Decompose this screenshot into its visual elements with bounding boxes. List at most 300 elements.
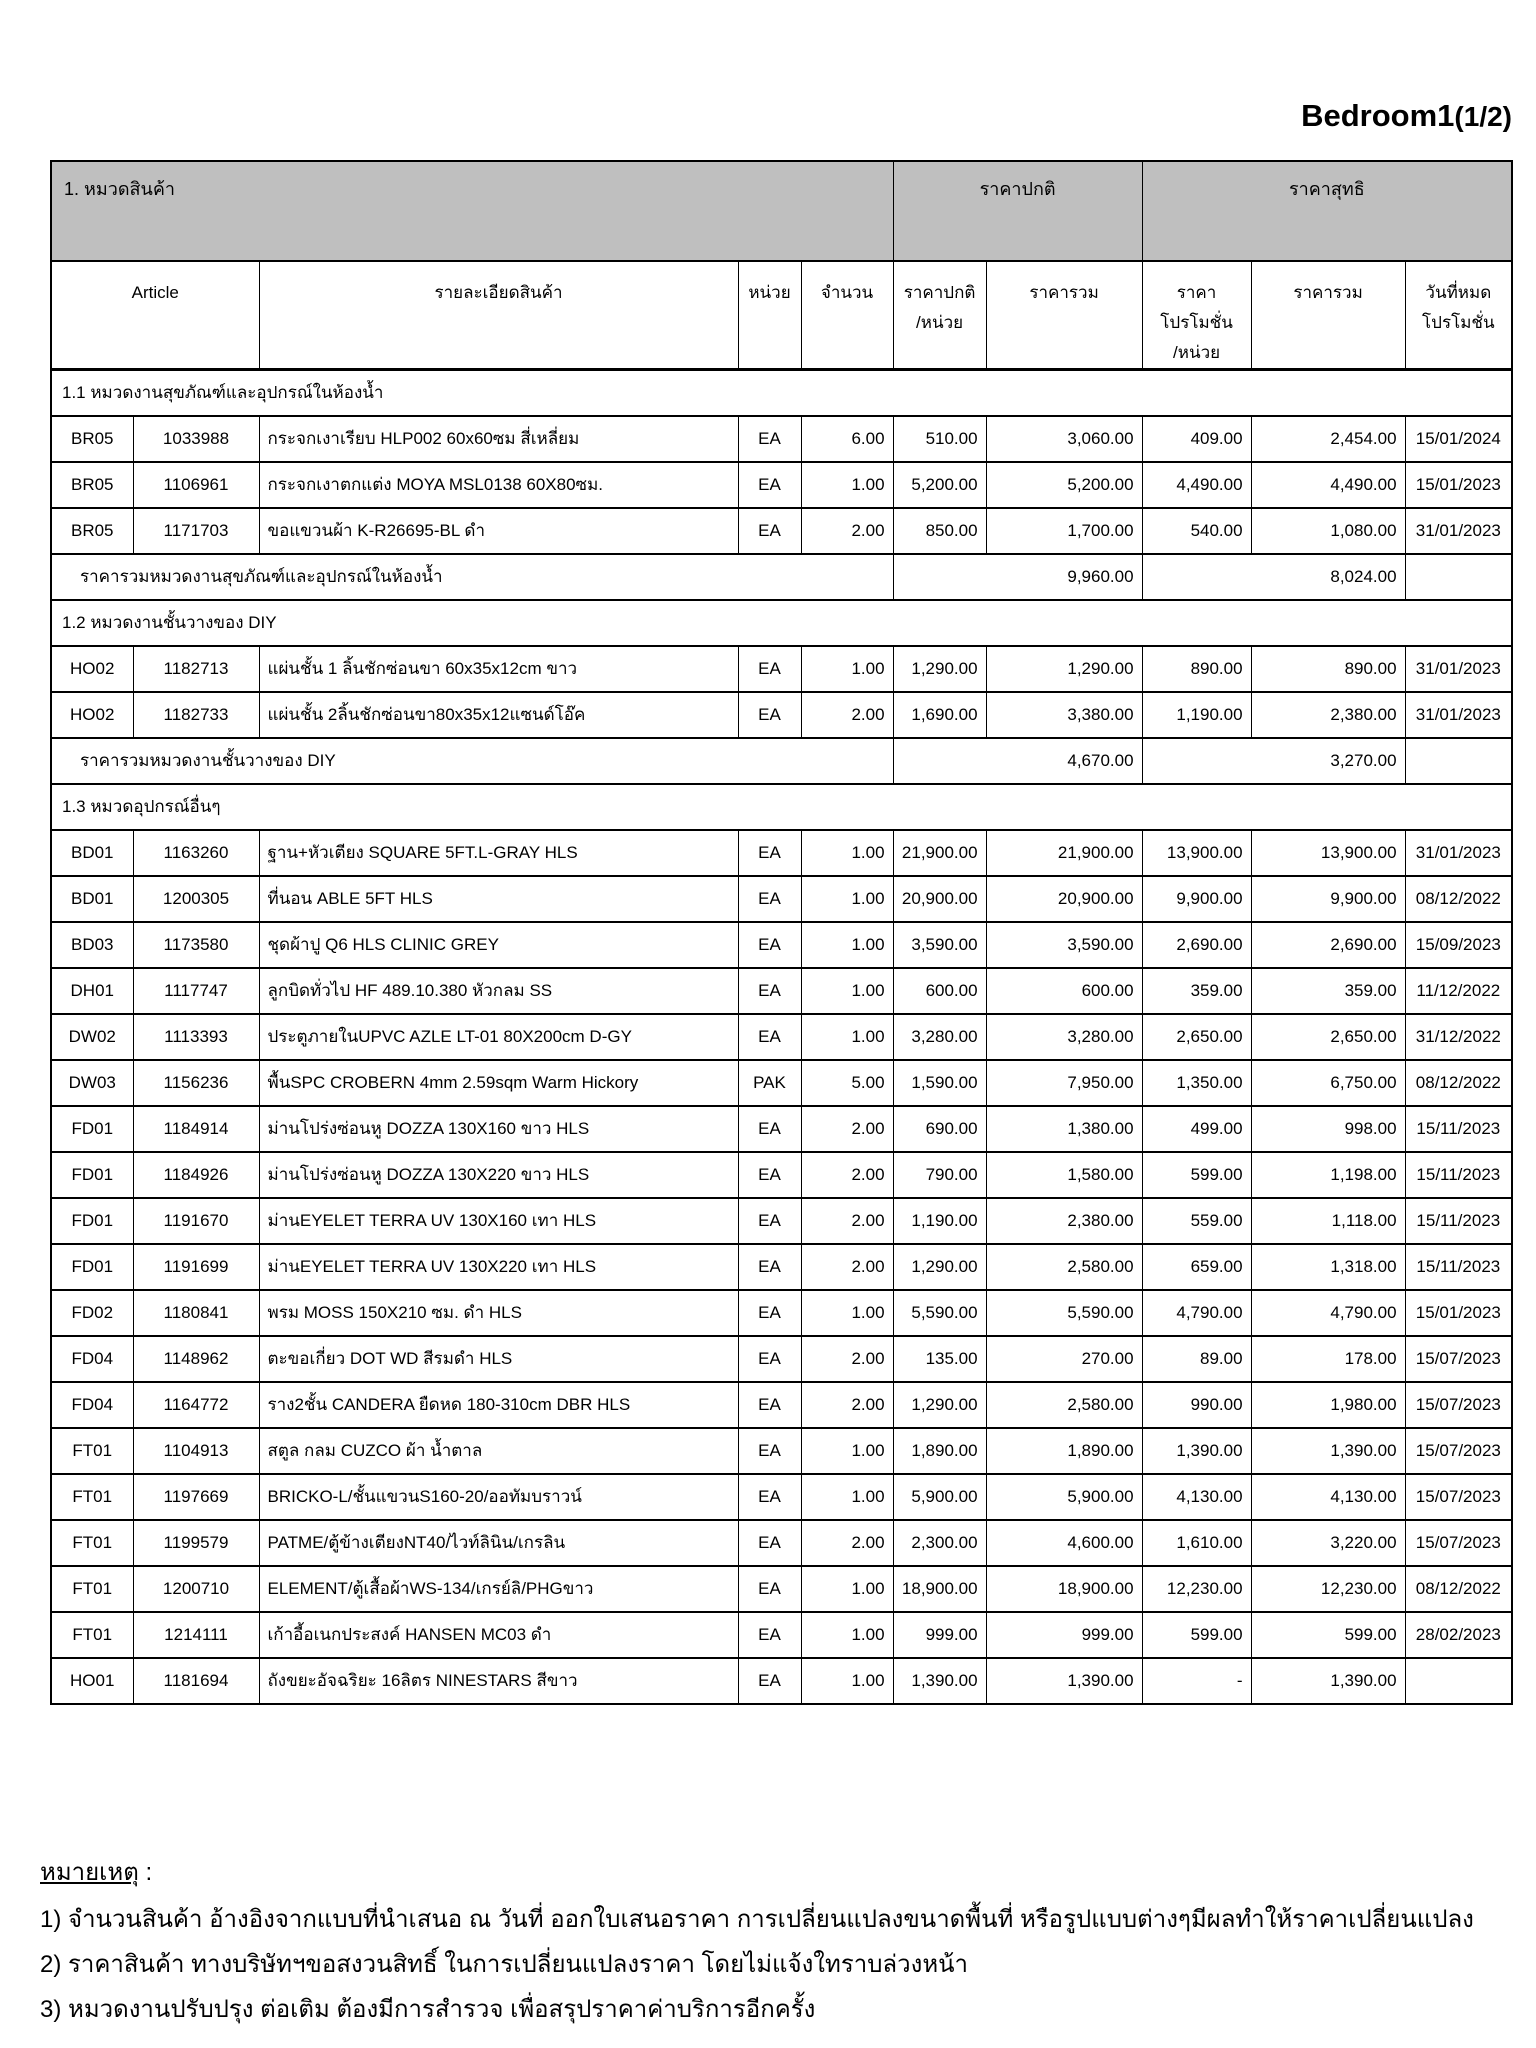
item-article-cell: 1148962 xyxy=(133,1336,259,1382)
item-unit-cell: EA xyxy=(738,416,801,462)
note-line-1: 1) จำนวนสินค้า อ้างอิงจากแบบที่นำเสนอ ณ วันที่ ออกใบเสนอราคา การเปลี่ยนแปลงขนาดพื้นที่ หรือรูปแบบต่างๆมีผลทำให้ราคาเปลี่ยนแปลง xyxy=(40,1906,1474,1933)
item-promo-end-cell: 28/02/2023 xyxy=(1405,1612,1512,1658)
item-promo-unit-price-cell: 359.00 xyxy=(1142,968,1251,1014)
item-code-cell: HO01 xyxy=(51,1658,133,1704)
item-description-cell: แผ่นชั้น 2ลิ้นชักซ่อนขา80x35x12แซนด์โอ๊ค xyxy=(259,692,738,738)
item-promo-total-cell: 1,980.00 xyxy=(1251,1382,1405,1428)
item-promo-unit-price-cell: 890.00 xyxy=(1142,646,1251,692)
item-total-cell: 3,060.00 xyxy=(986,416,1142,462)
summary-row xyxy=(51,554,1512,600)
item-unit-price-cell: 1,290.00 xyxy=(893,646,986,692)
item-promo-unit-price-cell: 12,230.00 xyxy=(1142,1566,1251,1612)
note-line-3: 3) หมวดงานปรับปรุง ต่อเติม ต้องมีการสำรวจ เพื่อสรุปราคาค่าบริการอีกครั้ง xyxy=(40,1996,816,2023)
band-normal-price: ราคาปกติ xyxy=(893,161,1142,261)
item-code-cell: FT01 xyxy=(51,1520,133,1566)
item-code-cell: BR05 xyxy=(51,416,133,462)
item-total-cell: 3,280.00 xyxy=(986,1014,1142,1060)
item-promo-total-cell: 13,900.00 xyxy=(1251,830,1405,876)
item-unit-price-cell: 1,290.00 xyxy=(893,1244,986,1290)
item-row xyxy=(51,830,1512,876)
item-total-cell: 1,390.00 xyxy=(986,1658,1142,1704)
band-net-price: ราคาสุทธิ xyxy=(1142,161,1512,261)
item-promo-total-cell: 1,118.00 xyxy=(1251,1198,1405,1244)
item-description-cell: ม่านโปร่งซ่อนหู DOZZA 130X220 ขาว HLS xyxy=(259,1152,738,1198)
item-promo-end-cell: 08/12/2022 xyxy=(1405,876,1512,922)
item-row xyxy=(51,1014,1512,1060)
item-unit-cell: EA xyxy=(738,968,801,1014)
item-qty-cell: 5.00 xyxy=(801,1060,893,1106)
item-description-cell: ถังขยะอัจฉริยะ 16ลิตร NINESTARS สีขาว xyxy=(259,1658,738,1704)
item-article-cell: 1191699 xyxy=(133,1244,259,1290)
item-article-cell: 1191670 xyxy=(133,1198,259,1244)
notes-heading: หมายเหตุ : xyxy=(40,1859,153,1886)
item-row xyxy=(51,1520,1512,1566)
item-qty-cell: 2.00 xyxy=(801,692,893,738)
item-row xyxy=(51,1244,1512,1290)
item-description-cell: แผ่นชั้น 1 ลิ้นชักซ่อนขา 60x35x12cm ขาว xyxy=(259,646,738,692)
item-description-cell: BRICKO-L/ชั้นแขวนS160-20/ออทัมบราวน์ xyxy=(259,1474,738,1520)
item-description-cell: ลูกบิดทั่วไป HF 489.10.380 หัวกลม SS xyxy=(259,968,738,1014)
summary-total: 4,670.00 xyxy=(893,738,1142,784)
item-promo-unit-price-cell: 540.00 xyxy=(1142,508,1251,554)
item-description-cell: ที่นอน ABLE 5FT HLS xyxy=(259,876,738,922)
item-qty-cell: 1.00 xyxy=(801,1428,893,1474)
item-code-cell: BR05 xyxy=(51,462,133,508)
item-qty-cell: 1.00 xyxy=(801,462,893,508)
item-promo-unit-price-cell: 89.00 xyxy=(1142,1336,1251,1382)
quote-table-body xyxy=(51,161,1512,1704)
item-promo-end-cell: 31/01/2023 xyxy=(1405,646,1512,692)
item-row xyxy=(51,1060,1512,1106)
item-promo-unit-price-cell: 599.00 xyxy=(1142,1152,1251,1198)
item-promo-unit-price-cell: 1,390.00 xyxy=(1142,1428,1251,1474)
item-unit-cell: EA xyxy=(738,876,801,922)
item-code-cell: FT01 xyxy=(51,1612,133,1658)
item-promo-end-cell: 31/01/2023 xyxy=(1405,830,1512,876)
item-promo-total-cell: 6,750.00 xyxy=(1251,1060,1405,1106)
summary-row xyxy=(51,738,1512,784)
item-unit-cell: EA xyxy=(738,830,801,876)
item-unit-price-cell: 999.00 xyxy=(893,1612,986,1658)
item-promo-total-cell: 178.00 xyxy=(1251,1336,1405,1382)
item-article-cell: 1184926 xyxy=(133,1152,259,1198)
item-code-cell: FD01 xyxy=(51,1198,133,1244)
item-unit-price-cell: 18,900.00 xyxy=(893,1566,986,1612)
item-code-cell: DW02 xyxy=(51,1014,133,1060)
summary-promo-end-empty xyxy=(1405,738,1512,784)
page-title xyxy=(1301,98,1512,134)
item-qty-cell: 2.00 xyxy=(801,1152,893,1198)
item-unit-cell: PAK xyxy=(738,1060,801,1106)
item-unit-cell: EA xyxy=(738,1106,801,1152)
item-promo-unit-price-cell: 2,650.00 xyxy=(1142,1014,1251,1060)
item-row xyxy=(51,1428,1512,1474)
item-unit-price-cell: 5,590.00 xyxy=(893,1290,986,1336)
item-unit-price-cell: 790.00 xyxy=(893,1152,986,1198)
item-qty-cell: 1.00 xyxy=(801,1290,893,1336)
item-total-cell: 18,900.00 xyxy=(986,1566,1142,1612)
item-code-cell: HO02 xyxy=(51,646,133,692)
item-qty-cell: 2.00 xyxy=(801,508,893,554)
item-promo-total-cell: 599.00 xyxy=(1251,1612,1405,1658)
item-article-cell: 1033988 xyxy=(133,416,259,462)
item-total-cell: 5,200.00 xyxy=(986,462,1142,508)
item-unit-cell: EA xyxy=(738,1566,801,1612)
item-article-cell: 1181694 xyxy=(133,1658,259,1704)
item-unit-price-cell: 3,280.00 xyxy=(893,1014,986,1060)
item-promo-unit-price-cell: 1,610.00 xyxy=(1142,1520,1251,1566)
item-row xyxy=(51,1474,1512,1520)
item-qty-cell: 2.00 xyxy=(801,1106,893,1152)
item-qty-cell: 6.00 xyxy=(801,416,893,462)
item-unit-cell: EA xyxy=(738,1290,801,1336)
item-promo-unit-price-cell: 4,790.00 xyxy=(1142,1290,1251,1336)
item-promo-end-cell: 31/01/2023 xyxy=(1405,692,1512,738)
col-header-unit-price: ราคาปกติ /หน่วย xyxy=(893,261,986,370)
item-promo-end-cell: 15/07/2023 xyxy=(1405,1520,1512,1566)
item-total-cell: 1,380.00 xyxy=(986,1106,1142,1152)
item-unit-price-cell: 600.00 xyxy=(893,968,986,1014)
item-unit-price-cell: 850.00 xyxy=(893,508,986,554)
item-row xyxy=(51,1290,1512,1336)
item-qty-cell: 1.00 xyxy=(801,1612,893,1658)
item-description-cell: ม่านEYELET TERRA UV 130X160 เทา HLS xyxy=(259,1198,738,1244)
item-promo-end-cell: 15/07/2023 xyxy=(1405,1336,1512,1382)
item-promo-unit-price-cell: 499.00 xyxy=(1142,1106,1251,1152)
item-code-cell: BD01 xyxy=(51,830,133,876)
item-code-cell: FD01 xyxy=(51,1244,133,1290)
item-unit-price-cell: 1,190.00 xyxy=(893,1198,986,1244)
item-promo-end-cell: 11/12/2022 xyxy=(1405,968,1512,1014)
item-row xyxy=(51,1152,1512,1198)
section-header-label: 1.2 หมวดงานชั้นวางของ DIY xyxy=(51,600,1512,646)
item-qty-cell: 1.00 xyxy=(801,1566,893,1612)
summary-net-total: 3,270.00 xyxy=(1142,738,1405,784)
item-article-cell: 1214111 xyxy=(133,1612,259,1658)
item-unit-price-cell: 1,690.00 xyxy=(893,692,986,738)
item-row xyxy=(51,1382,1512,1428)
item-total-cell: 1,290.00 xyxy=(986,646,1142,692)
item-promo-total-cell: 2,690.00 xyxy=(1251,922,1405,968)
item-unit-price-cell: 135.00 xyxy=(893,1336,986,1382)
item-code-cell: FD04 xyxy=(51,1382,133,1428)
note-line-2: 2) ราคาสินค้า ทางบริษัทฯขอสงวนสิทธิ์ ในการเปลี่ยนแปลงราคา โดยไม่แจ้งใทราบล่วงหน้า xyxy=(40,1951,969,1978)
item-qty-cell: 1.00 xyxy=(801,876,893,922)
item-promo-end-cell: 15/01/2024 xyxy=(1405,416,1512,462)
item-description-cell: สตูล กลม CUZCO ผ้า น้ำตาล xyxy=(259,1428,738,1474)
item-row xyxy=(51,1658,1512,1704)
item-description-cell: ฐาน+หัวเตียง SQUARE 5FT.L-GRAY HLS xyxy=(259,830,738,876)
summary-label: ราคารวมหมวดงานสุขภัณฑ์และอุปกรณ์ในห้องน้ำ xyxy=(51,554,893,600)
item-qty-cell: 2.00 xyxy=(801,1382,893,1428)
item-description-cell: พรม MOSS 150X210 ซม. ดำ HLS xyxy=(259,1290,738,1336)
item-promo-unit-price-cell: 559.00 xyxy=(1142,1198,1251,1244)
band-row xyxy=(51,161,1512,261)
item-promo-total-cell: 2,650.00 xyxy=(1251,1014,1405,1060)
item-code-cell: DH01 xyxy=(51,968,133,1014)
item-code-cell: FT01 xyxy=(51,1566,133,1612)
item-promo-unit-price-cell: 4,130.00 xyxy=(1142,1474,1251,1520)
item-promo-total-cell: 12,230.00 xyxy=(1251,1566,1405,1612)
item-promo-end-cell: 15/11/2023 xyxy=(1405,1198,1512,1244)
item-promo-end-cell: 15/07/2023 xyxy=(1405,1474,1512,1520)
item-row xyxy=(51,692,1512,738)
item-code-cell: BR05 xyxy=(51,508,133,554)
item-row xyxy=(51,462,1512,508)
item-row xyxy=(51,922,1512,968)
item-total-cell: 999.00 xyxy=(986,1612,1142,1658)
item-total-cell: 600.00 xyxy=(986,968,1142,1014)
item-promo-total-cell: 1,198.00 xyxy=(1251,1152,1405,1198)
band-product-category: 1. หมวดสินค้า xyxy=(51,161,893,261)
item-unit-cell: EA xyxy=(738,922,801,968)
item-total-cell: 5,590.00 xyxy=(986,1290,1142,1336)
item-total-cell: 5,900.00 xyxy=(986,1474,1142,1520)
section-header-row xyxy=(51,370,1512,416)
item-promo-total-cell: 3,220.00 xyxy=(1251,1520,1405,1566)
item-promo-total-cell: 359.00 xyxy=(1251,968,1405,1014)
item-unit-cell: EA xyxy=(738,1520,801,1566)
page-title-page-number: (1/2) xyxy=(1454,101,1512,132)
item-unit-price-cell: 5,900.00 xyxy=(893,1474,986,1520)
item-article-cell: 1182733 xyxy=(133,692,259,738)
item-description-cell: PATME/ตู้ข้างเตียงNT40/ไวท์ลินิน/เกรลิน xyxy=(259,1520,738,1566)
item-article-cell: 1171703 xyxy=(133,508,259,554)
summary-label: ราคารวมหมวดงานชั้นวางของ DIY xyxy=(51,738,893,784)
item-qty-cell: 1.00 xyxy=(801,1658,893,1704)
item-unit-cell: EA xyxy=(738,1382,801,1428)
summary-total: 9,960.00 xyxy=(893,554,1142,600)
item-description-cell: ตะขอเกี่ยว DOT WD สีรมดำ HLS xyxy=(259,1336,738,1382)
item-code-cell: FD02 xyxy=(51,1290,133,1336)
item-article-cell: 1184914 xyxy=(133,1106,259,1152)
item-unit-cell: EA xyxy=(738,1198,801,1244)
item-promo-total-cell: 998.00 xyxy=(1251,1106,1405,1152)
item-promo-end-cell: 15/09/2023 xyxy=(1405,922,1512,968)
item-article-cell: 1199579 xyxy=(133,1520,259,1566)
item-article-cell: 1104913 xyxy=(133,1428,259,1474)
item-unit-price-cell: 1,290.00 xyxy=(893,1382,986,1428)
item-total-cell: 1,580.00 xyxy=(986,1152,1142,1198)
item-unit-cell: EA xyxy=(738,1336,801,1382)
item-code-cell: FD01 xyxy=(51,1106,133,1152)
summary-net-total: 8,024.00 xyxy=(1142,554,1405,600)
item-code-cell: FD01 xyxy=(51,1152,133,1198)
item-promo-total-cell: 1,318.00 xyxy=(1251,1244,1405,1290)
item-unit-price-cell: 5,200.00 xyxy=(893,462,986,508)
item-article-cell: 1180841 xyxy=(133,1290,259,1336)
notes-section xyxy=(40,1850,1506,2032)
item-unit-cell: EA xyxy=(738,1428,801,1474)
item-description-cell: เก้าอี้อเนกประสงค์ HANSEN MC03 ดำ xyxy=(259,1612,738,1658)
col-header-description: รายละเอียดสินค้า xyxy=(259,261,738,370)
col-header-unit: หน่วย xyxy=(738,261,801,370)
item-promo-end-cell: 15/07/2023 xyxy=(1405,1382,1512,1428)
item-code-cell: DW03 xyxy=(51,1060,133,1106)
item-qty-cell: 1.00 xyxy=(801,1474,893,1520)
item-promo-end-cell: 31/12/2022 xyxy=(1405,1014,1512,1060)
item-article-cell: 1117747 xyxy=(133,968,259,1014)
col-header-total: ราคารวม xyxy=(986,261,1142,370)
item-article-cell: 1113393 xyxy=(133,1014,259,1060)
item-total-cell: 1,700.00 xyxy=(986,508,1142,554)
item-promo-unit-price-cell: 990.00 xyxy=(1142,1382,1251,1428)
item-description-cell: กระจกเงาตกแต่ง MOYA MSL0138 60X80ซม. xyxy=(259,462,738,508)
item-promo-total-cell: 1,390.00 xyxy=(1251,1658,1405,1704)
item-row xyxy=(51,968,1512,1014)
item-row xyxy=(51,416,1512,462)
item-row xyxy=(51,646,1512,692)
item-code-cell: FT01 xyxy=(51,1428,133,1474)
item-promo-end-cell: 08/12/2022 xyxy=(1405,1060,1512,1106)
item-unit-price-cell: 21,900.00 xyxy=(893,830,986,876)
item-unit-price-cell: 510.00 xyxy=(893,416,986,462)
item-promo-end-cell: 15/01/2023 xyxy=(1405,1290,1512,1336)
item-qty-cell: 1.00 xyxy=(801,968,893,1014)
item-total-cell: 1,890.00 xyxy=(986,1428,1142,1474)
summary-promo-end-empty xyxy=(1405,554,1512,600)
item-qty-cell: 1.00 xyxy=(801,830,893,876)
item-code-cell: FD04 xyxy=(51,1336,133,1382)
item-code-cell: BD01 xyxy=(51,876,133,922)
item-description-cell: ม่านEYELET TERRA UV 130X220 เทา HLS xyxy=(259,1244,738,1290)
item-article-cell: 1164772 xyxy=(133,1382,259,1428)
item-promo-total-cell: 2,454.00 xyxy=(1251,416,1405,462)
item-row xyxy=(51,508,1512,554)
item-unit-cell: EA xyxy=(738,508,801,554)
item-unit-price-cell: 2,300.00 xyxy=(893,1520,986,1566)
item-promo-total-cell: 4,490.00 xyxy=(1251,462,1405,508)
item-row xyxy=(51,1106,1512,1152)
item-unit-cell: EA xyxy=(738,1658,801,1704)
item-description-cell: ELEMENT/ตู้เสื้อผ้าWS-134/เกรย์ลิ/PHGขาว xyxy=(259,1566,738,1612)
item-total-cell: 20,900.00 xyxy=(986,876,1142,922)
item-promo-unit-price-cell: 1,190.00 xyxy=(1142,692,1251,738)
item-description-cell: ม่านโปร่งซ่อนหู DOZZA 130X160 ขาว HLS xyxy=(259,1106,738,1152)
item-total-cell: 2,380.00 xyxy=(986,1198,1142,1244)
section-header-row xyxy=(51,784,1512,830)
col-header-qty: จำนวน xyxy=(801,261,893,370)
item-promo-unit-price-cell: 2,690.00 xyxy=(1142,922,1251,968)
item-unit-cell: EA xyxy=(738,692,801,738)
item-qty-cell: 1.00 xyxy=(801,922,893,968)
item-description-cell: ขอแขวนผ้า K-R26695-BL ดำ xyxy=(259,508,738,554)
item-unit-cell: EA xyxy=(738,462,801,508)
page-title-text: Bedroom1 xyxy=(1301,98,1455,133)
item-promo-end-cell: 31/01/2023 xyxy=(1405,508,1512,554)
item-code-cell: FT01 xyxy=(51,1474,133,1520)
quote-table xyxy=(50,160,1513,1705)
item-unit-price-cell: 1,590.00 xyxy=(893,1060,986,1106)
item-promo-unit-price-cell: 9,900.00 xyxy=(1142,876,1251,922)
item-description-cell: ประตูภายในUPVC AZLE LT-01 80X200cm D-GY xyxy=(259,1014,738,1060)
item-unit-cell: EA xyxy=(738,1014,801,1060)
item-promo-unit-price-cell: 599.00 xyxy=(1142,1612,1251,1658)
item-unit-price-cell: 690.00 xyxy=(893,1106,986,1152)
item-unit-cell: EA xyxy=(738,1152,801,1198)
item-qty-cell: 2.00 xyxy=(801,1520,893,1566)
item-article-cell: 1156236 xyxy=(133,1060,259,1106)
item-promo-total-cell: 1,080.00 xyxy=(1251,508,1405,554)
item-description-cell: ราง2ชั้น CANDERA ยืดหด 180-310cm DBR HLS xyxy=(259,1382,738,1428)
item-total-cell: 3,380.00 xyxy=(986,692,1142,738)
item-code-cell: BD03 xyxy=(51,922,133,968)
item-promo-unit-price-cell: 13,900.00 xyxy=(1142,830,1251,876)
item-total-cell: 270.00 xyxy=(986,1336,1142,1382)
item-article-cell: 1197669 xyxy=(133,1474,259,1520)
item-row xyxy=(51,1198,1512,1244)
item-row xyxy=(51,876,1512,922)
item-code-cell: HO02 xyxy=(51,692,133,738)
section-header-row xyxy=(51,600,1512,646)
item-row xyxy=(51,1612,1512,1658)
item-promo-total-cell: 890.00 xyxy=(1251,646,1405,692)
item-row xyxy=(51,1566,1512,1612)
item-article-cell: 1200305 xyxy=(133,876,259,922)
section-header-label: 1.1 หมวดงานสุขภัณฑ์และอุปกรณ์ในห้องน้ำ xyxy=(51,370,1512,416)
item-qty-cell: 1.00 xyxy=(801,646,893,692)
item-total-cell: 2,580.00 xyxy=(986,1244,1142,1290)
item-promo-unit-price-cell: 4,490.00 xyxy=(1142,462,1251,508)
item-unit-cell: EA xyxy=(738,1244,801,1290)
item-promo-total-cell: 4,790.00 xyxy=(1251,1290,1405,1336)
item-article-cell: 1173580 xyxy=(133,922,259,968)
item-description-cell: พื้นSPC CROBERN 4mm 2.59sqm Warm Hickory xyxy=(259,1060,738,1106)
item-total-cell: 2,580.00 xyxy=(986,1382,1142,1428)
item-promo-end-cell: 08/12/2022 xyxy=(1405,1566,1512,1612)
item-promo-unit-price-cell: - xyxy=(1142,1658,1251,1704)
item-promo-unit-price-cell: 409.00 xyxy=(1142,416,1251,462)
item-promo-end-cell: 15/11/2023 xyxy=(1405,1106,1512,1152)
item-promo-unit-price-cell: 659.00 xyxy=(1142,1244,1251,1290)
col-header-promo-unit-price: ราคา โปรโมชั่น /หน่วย xyxy=(1142,261,1251,370)
item-article-cell: 1163260 xyxy=(133,830,259,876)
column-header-row xyxy=(51,261,1512,370)
item-total-cell: 7,950.00 xyxy=(986,1060,1142,1106)
item-unit-price-cell: 1,390.00 xyxy=(893,1658,986,1704)
item-row xyxy=(51,1336,1512,1382)
item-article-cell: 1182713 xyxy=(133,646,259,692)
item-total-cell: 3,590.00 xyxy=(986,922,1142,968)
item-promo-end-cell: 15/11/2023 xyxy=(1405,1152,1512,1198)
col-header-article: Article xyxy=(51,261,259,370)
item-article-cell: 1200710 xyxy=(133,1566,259,1612)
item-qty-cell: 1.00 xyxy=(801,1014,893,1060)
item-total-cell: 21,900.00 xyxy=(986,830,1142,876)
item-promo-total-cell: 9,900.00 xyxy=(1251,876,1405,922)
item-article-cell: 1106961 xyxy=(133,462,259,508)
item-description-cell: กระจกเงาเรียบ HLP002 60x60ซม สี่เหลี่ยม xyxy=(259,416,738,462)
item-promo-total-cell: 2,380.00 xyxy=(1251,692,1405,738)
item-description-cell: ชุดผ้าปู Q6 HLS CLINIC GREY xyxy=(259,922,738,968)
item-unit-cell: EA xyxy=(738,646,801,692)
item-qty-cell: 2.00 xyxy=(801,1244,893,1290)
item-unit-price-cell: 1,890.00 xyxy=(893,1428,986,1474)
item-qty-cell: 2.00 xyxy=(801,1198,893,1244)
item-promo-unit-price-cell: 1,350.00 xyxy=(1142,1060,1251,1106)
item-promo-total-cell: 1,390.00 xyxy=(1251,1428,1405,1474)
item-total-cell: 4,600.00 xyxy=(986,1520,1142,1566)
item-promo-end-cell: 15/01/2023 xyxy=(1405,462,1512,508)
item-unit-price-cell: 20,900.00 xyxy=(893,876,986,922)
item-unit-cell: EA xyxy=(738,1474,801,1520)
item-promo-total-cell: 4,130.00 xyxy=(1251,1474,1405,1520)
section-header-label: 1.3 หมวดอุปกรณ์อื่นๆ xyxy=(51,784,1512,830)
item-unit-cell: EA xyxy=(738,1612,801,1658)
item-unit-price-cell: 3,590.00 xyxy=(893,922,986,968)
item-qty-cell: 2.00 xyxy=(801,1336,893,1382)
col-header-promo-end: วันที่หมด โปรโมชั่น xyxy=(1405,261,1512,370)
